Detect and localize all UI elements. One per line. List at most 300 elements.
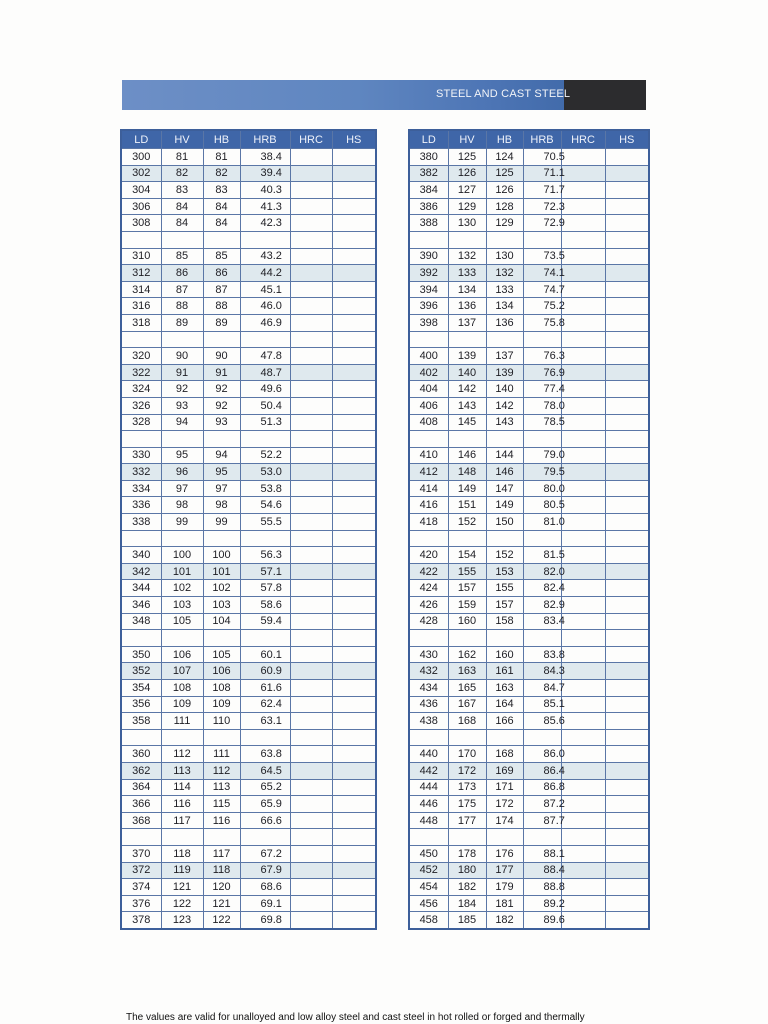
- table-header-row: [121, 130, 376, 149]
- cell-hs: [605, 265, 649, 282]
- cell-ld: 398: [409, 314, 448, 331]
- cell-hs: [332, 597, 376, 614]
- cell-ld: 392: [409, 265, 448, 282]
- cell-hv: 106: [161, 646, 203, 663]
- cell-hs: [605, 796, 649, 813]
- cell-hs: [605, 746, 649, 763]
- cell-ld: 350: [121, 646, 161, 663]
- cell-hv: 113: [161, 762, 203, 779]
- empty-cell: [332, 729, 376, 746]
- cell-hrc: [561, 281, 605, 298]
- cell-hrb: 55.5: [240, 514, 290, 531]
- cell-hs: [332, 845, 376, 862]
- cell-hrc: [561, 215, 605, 232]
- cell-ld: 378: [121, 912, 161, 929]
- cell-ld: 340: [121, 547, 161, 564]
- cell-hrb: 60.9: [240, 663, 290, 680]
- cell-ld: 344: [121, 580, 161, 597]
- cell-hrb: 79.5: [523, 464, 561, 481]
- cell-hrb: 72.9: [523, 215, 561, 232]
- cell-hv: 123: [161, 912, 203, 929]
- cell-ld: 310: [121, 248, 161, 265]
- cell-hv: 94: [161, 414, 203, 431]
- separator-row: [409, 231, 649, 248]
- cell-hs: [332, 149, 376, 166]
- table-row: [121, 198, 376, 215]
- cell-hrb: 86.8: [523, 779, 561, 796]
- cell-hrb: 58.6: [240, 597, 290, 614]
- cell-hrc: [561, 381, 605, 398]
- cell-ld: 406: [409, 397, 448, 414]
- cell-ld: 364: [121, 779, 161, 796]
- separator-row: [121, 829, 376, 846]
- cell-ld: 418: [409, 514, 448, 531]
- cell-hb: 106: [203, 663, 240, 680]
- cell-hs: [332, 381, 376, 398]
- empty-cell: [523, 829, 561, 846]
- cell-hb: 152: [486, 547, 523, 564]
- empty-cell: [121, 231, 161, 248]
- cell-hrb: 82.0: [523, 563, 561, 580]
- cell-hs: [605, 514, 649, 531]
- cell-hs: [332, 198, 376, 215]
- cell-hs: [605, 895, 649, 912]
- cell-hrc: [561, 796, 605, 813]
- cell-hb: 104: [203, 613, 240, 630]
- cell-hs: [605, 696, 649, 713]
- cell-hs: [332, 298, 376, 315]
- cell-hb: 137: [486, 348, 523, 365]
- cell-hrc: [561, 895, 605, 912]
- cell-hrb: 71.7: [523, 182, 561, 199]
- cell-hs: [605, 563, 649, 580]
- cell-hs: [605, 182, 649, 199]
- cell-hrc: [561, 447, 605, 464]
- cell-hrc: [561, 480, 605, 497]
- empty-cell: [290, 431, 332, 448]
- cell-hs: [332, 464, 376, 481]
- cell-hb: 150: [486, 514, 523, 531]
- cell-hv: 95: [161, 447, 203, 464]
- cell-hrc: [290, 348, 332, 365]
- cell-hb: 112: [203, 762, 240, 779]
- cell-hs: [332, 879, 376, 896]
- cell-ld: 316: [121, 298, 161, 315]
- cell-hrc: [290, 646, 332, 663]
- separator-row: [121, 231, 376, 248]
- cell-hrc: [561, 514, 605, 531]
- cell-hb: 98: [203, 497, 240, 514]
- cell-hv: 143: [448, 397, 486, 414]
- empty-cell: [486, 431, 523, 448]
- cell-hs: [332, 680, 376, 697]
- cell-ld: 440: [409, 746, 448, 763]
- table-row: [409, 895, 649, 912]
- empty-cell: [203, 729, 240, 746]
- cell-hb: 92: [203, 381, 240, 398]
- cell-ld: 334: [121, 480, 161, 497]
- cell-hb: 142: [486, 397, 523, 414]
- table-row: [409, 912, 649, 929]
- cell-hb: 92: [203, 397, 240, 414]
- column-header-hrc: HRC: [561, 130, 605, 149]
- cell-hs: [605, 198, 649, 215]
- cell-hrc: [290, 663, 332, 680]
- cell-hs: [605, 680, 649, 697]
- table-row: [121, 746, 376, 763]
- empty-cell: [448, 331, 486, 348]
- cell-hb: 163: [486, 680, 523, 697]
- empty-cell: [409, 530, 448, 547]
- cell-hv: 173: [448, 779, 486, 796]
- cell-hv: 87: [161, 281, 203, 298]
- cell-hrb: 39.4: [240, 165, 290, 182]
- cell-hv: 160: [448, 613, 486, 630]
- cell-ld: 360: [121, 746, 161, 763]
- empty-cell: [121, 729, 161, 746]
- cell-ld: 338: [121, 514, 161, 531]
- cell-hrb: 87.2: [523, 796, 561, 813]
- cell-hrb: 89.2: [523, 895, 561, 912]
- cell-hb: 89: [203, 314, 240, 331]
- footnote-text: The values are valid for unalloyed and low alloy steel and cast steel in hot rolled or forged and thermally: [126, 1012, 585, 1023]
- cell-hrb: 63.1: [240, 713, 290, 730]
- cell-hv: 148: [448, 464, 486, 481]
- empty-cell: [161, 231, 203, 248]
- cell-hb: 124: [486, 149, 523, 166]
- empty-cell: [332, 829, 376, 846]
- cell-ld: 396: [409, 298, 448, 315]
- cell-hv: 142: [448, 381, 486, 398]
- table-row: [121, 912, 376, 929]
- cell-ld: 346: [121, 597, 161, 614]
- cell-hrb: 66.6: [240, 812, 290, 829]
- empty-cell: [161, 729, 203, 746]
- table-row: [121, 397, 376, 414]
- cell-ld: 324: [121, 381, 161, 398]
- cell-hv: 132: [448, 248, 486, 265]
- cell-hrc: [561, 613, 605, 630]
- cell-hv: 127: [448, 182, 486, 199]
- table-row: [121, 812, 376, 829]
- table-row: [121, 381, 376, 398]
- table-row: [409, 547, 649, 564]
- cell-hb: 91: [203, 364, 240, 381]
- cell-hrc: [561, 348, 605, 365]
- cell-hb: 177: [486, 862, 523, 879]
- cell-hrb: 81.0: [523, 514, 561, 531]
- empty-cell: [203, 630, 240, 647]
- cell-ld: 328: [121, 414, 161, 431]
- cell-hv: 170: [448, 746, 486, 763]
- cell-hb: 116: [203, 812, 240, 829]
- hardness-table-right: [408, 129, 650, 930]
- empty-cell: [290, 231, 332, 248]
- table-row: [121, 845, 376, 862]
- empty-cell: [409, 431, 448, 448]
- cell-ld: 412: [409, 464, 448, 481]
- cell-hrc: [561, 563, 605, 580]
- empty-cell: [290, 530, 332, 547]
- cell-hs: [332, 762, 376, 779]
- empty-cell: [203, 829, 240, 846]
- cell-hrb: 63.8: [240, 746, 290, 763]
- cell-hrb: 74.1: [523, 265, 561, 282]
- cell-hrb: 88.8: [523, 879, 561, 896]
- cell-hs: [605, 281, 649, 298]
- table-row: [121, 597, 376, 614]
- cell-hv: 98: [161, 497, 203, 514]
- cell-ld: 400: [409, 348, 448, 365]
- cell-hrc: [290, 464, 332, 481]
- cell-hrc: [290, 713, 332, 730]
- cell-hrc: [561, 397, 605, 414]
- empty-cell: [605, 431, 649, 448]
- cell-hs: [332, 547, 376, 564]
- cell-hv: 81: [161, 149, 203, 166]
- table-body: [121, 149, 376, 929]
- cell-ld: 362: [121, 762, 161, 779]
- cell-hrc: [290, 796, 332, 813]
- cell-hrc: [561, 845, 605, 862]
- cell-hrb: 69.1: [240, 895, 290, 912]
- cell-ld: 352: [121, 663, 161, 680]
- empty-cell: [161, 530, 203, 547]
- cell-hb: 84: [203, 215, 240, 232]
- empty-cell: [161, 630, 203, 647]
- table-row: [409, 182, 649, 199]
- cell-hrb: 73.5: [523, 248, 561, 265]
- cell-hrc: [561, 597, 605, 614]
- cell-hrb: 75.2: [523, 298, 561, 315]
- table-row: [409, 265, 649, 282]
- empty-cell: [605, 829, 649, 846]
- cell-hrb: 74.7: [523, 281, 561, 298]
- empty-cell: [409, 331, 448, 348]
- empty-cell: [561, 729, 605, 746]
- table-row: [409, 414, 649, 431]
- cell-ld: 348: [121, 613, 161, 630]
- empty-cell: [240, 729, 290, 746]
- table-row: [121, 281, 376, 298]
- table-row: [121, 646, 376, 663]
- empty-cell: [409, 729, 448, 746]
- cell-hrb: 68.6: [240, 879, 290, 896]
- cell-hv: 83: [161, 182, 203, 199]
- cell-hrc: [561, 680, 605, 697]
- cell-ld: 442: [409, 762, 448, 779]
- table-row: [121, 348, 376, 365]
- cell-hrc: [561, 580, 605, 597]
- cell-hrb: 41.3: [240, 198, 290, 215]
- cell-hrc: [290, 680, 332, 697]
- table-row: [409, 364, 649, 381]
- cell-ld: 380: [409, 149, 448, 166]
- cell-hv: 86: [161, 265, 203, 282]
- empty-cell: [332, 231, 376, 248]
- cell-hv: 97: [161, 480, 203, 497]
- cell-hb: 108: [203, 680, 240, 697]
- cell-ld: 330: [121, 447, 161, 464]
- cell-hb: 147: [486, 480, 523, 497]
- cell-hs: [605, 613, 649, 630]
- table-row: [121, 514, 376, 531]
- cell-hs: [605, 597, 649, 614]
- cell-hrb: 77.4: [523, 381, 561, 398]
- cell-hrb: 80.5: [523, 497, 561, 514]
- cell-hrb: 53.0: [240, 464, 290, 481]
- empty-cell: [290, 829, 332, 846]
- cell-hrb: 71.1: [523, 165, 561, 182]
- table-row: [121, 762, 376, 779]
- empty-cell: [409, 630, 448, 647]
- cell-hrc: [561, 663, 605, 680]
- cell-hb: 103: [203, 597, 240, 614]
- cell-hb: 105: [203, 646, 240, 663]
- cell-hv: 118: [161, 845, 203, 862]
- cell-hv: 129: [448, 198, 486, 215]
- table-row: [409, 597, 649, 614]
- table-row: [409, 862, 649, 879]
- cell-ld: 444: [409, 779, 448, 796]
- cell-hs: [332, 414, 376, 431]
- cell-hrb: 83.8: [523, 646, 561, 663]
- table-row: [409, 149, 649, 166]
- column-header-hrc: HRC: [290, 130, 332, 149]
- cell-hv: 157: [448, 580, 486, 597]
- table-row: [121, 696, 376, 713]
- cell-hrc: [290, 281, 332, 298]
- cell-ld: 372: [121, 862, 161, 879]
- cell-hs: [332, 480, 376, 497]
- column-header-hs: HS: [332, 130, 376, 149]
- cell-hrc: [290, 912, 332, 929]
- cell-hrb: 82.4: [523, 580, 561, 597]
- cell-hs: [332, 514, 376, 531]
- cell-hrb: 76.3: [523, 348, 561, 365]
- cell-ld: 322: [121, 364, 161, 381]
- table-row: [121, 779, 376, 796]
- table-row: [121, 215, 376, 232]
- cell-ld: 438: [409, 713, 448, 730]
- cell-hrb: 47.8: [240, 348, 290, 365]
- table-row: [121, 464, 376, 481]
- separator-row: [409, 431, 649, 448]
- cell-hb: 133: [486, 281, 523, 298]
- cell-hrc: [290, 563, 332, 580]
- empty-cell: [203, 530, 240, 547]
- cell-ld: 382: [409, 165, 448, 182]
- column-header-hb: HB: [486, 130, 523, 149]
- table-row: [121, 248, 376, 265]
- separator-row: [121, 331, 376, 348]
- cell-ld: 416: [409, 497, 448, 514]
- cell-hrc: [561, 746, 605, 763]
- cell-hv: 155: [448, 563, 486, 580]
- cell-hrb: 86.4: [523, 762, 561, 779]
- cell-hs: [332, 364, 376, 381]
- table-row: [409, 198, 649, 215]
- cell-hs: [605, 663, 649, 680]
- cell-hv: 152: [448, 514, 486, 531]
- cell-hv: 130: [448, 215, 486, 232]
- cell-hrc: [561, 165, 605, 182]
- cell-hb: 81: [203, 149, 240, 166]
- cell-hv: 99: [161, 514, 203, 531]
- cell-ld: 358: [121, 713, 161, 730]
- cell-hrb: 82.9: [523, 597, 561, 614]
- cell-hrb: 54.6: [240, 497, 290, 514]
- empty-cell: [240, 829, 290, 846]
- cell-hrc: [561, 696, 605, 713]
- cell-hs: [605, 879, 649, 896]
- cell-hv: 154: [448, 547, 486, 564]
- cell-ld: 374: [121, 879, 161, 896]
- cell-hb: 160: [486, 646, 523, 663]
- cell-hrb: 56.3: [240, 547, 290, 564]
- table-row: [121, 613, 376, 630]
- cell-hrb: 61.6: [240, 680, 290, 697]
- cell-hrb: 69.8: [240, 912, 290, 929]
- table-row: [121, 713, 376, 730]
- cell-hrb: 46.9: [240, 314, 290, 331]
- cell-hs: [605, 480, 649, 497]
- empty-cell: [121, 829, 161, 846]
- cell-hs: [332, 182, 376, 199]
- empty-cell: [121, 530, 161, 547]
- cell-hb: 149: [486, 497, 523, 514]
- cell-hrc: [561, 497, 605, 514]
- table-row: [409, 812, 649, 829]
- empty-cell: [203, 331, 240, 348]
- empty-cell: [332, 331, 376, 348]
- table-header-row: [409, 130, 649, 149]
- cell-hs: [605, 364, 649, 381]
- column-header-hrb: HRB: [240, 130, 290, 149]
- cell-hs: [605, 447, 649, 464]
- header-dark-block: [564, 80, 646, 110]
- cell-ld: 326: [121, 397, 161, 414]
- cell-hv: 136: [448, 298, 486, 315]
- empty-cell: [409, 829, 448, 846]
- table-row: [121, 265, 376, 282]
- cell-ld: 302: [121, 165, 161, 182]
- empty-cell: [523, 630, 561, 647]
- cell-hrc: [290, 746, 332, 763]
- cell-hrc: [561, 646, 605, 663]
- cell-ld: 452: [409, 862, 448, 879]
- cell-hb: 100: [203, 547, 240, 564]
- cell-hrc: [561, 298, 605, 315]
- cell-hrb: 64.5: [240, 762, 290, 779]
- empty-cell: [203, 231, 240, 248]
- empty-cell: [290, 331, 332, 348]
- cell-hv: 116: [161, 796, 203, 813]
- cell-hrc: [290, 762, 332, 779]
- cell-hrc: [290, 447, 332, 464]
- empty-cell: [290, 729, 332, 746]
- cell-hrb: 62.4: [240, 696, 290, 713]
- cell-hrc: [290, 149, 332, 166]
- cell-hrb: 67.2: [240, 845, 290, 862]
- column-header-hv: HV: [448, 130, 486, 149]
- cell-hv: 119: [161, 862, 203, 879]
- cell-hrc: [561, 248, 605, 265]
- cell-hb: 88: [203, 298, 240, 315]
- cell-ld: 414: [409, 480, 448, 497]
- table-body: [409, 149, 649, 929]
- table-row: [121, 165, 376, 182]
